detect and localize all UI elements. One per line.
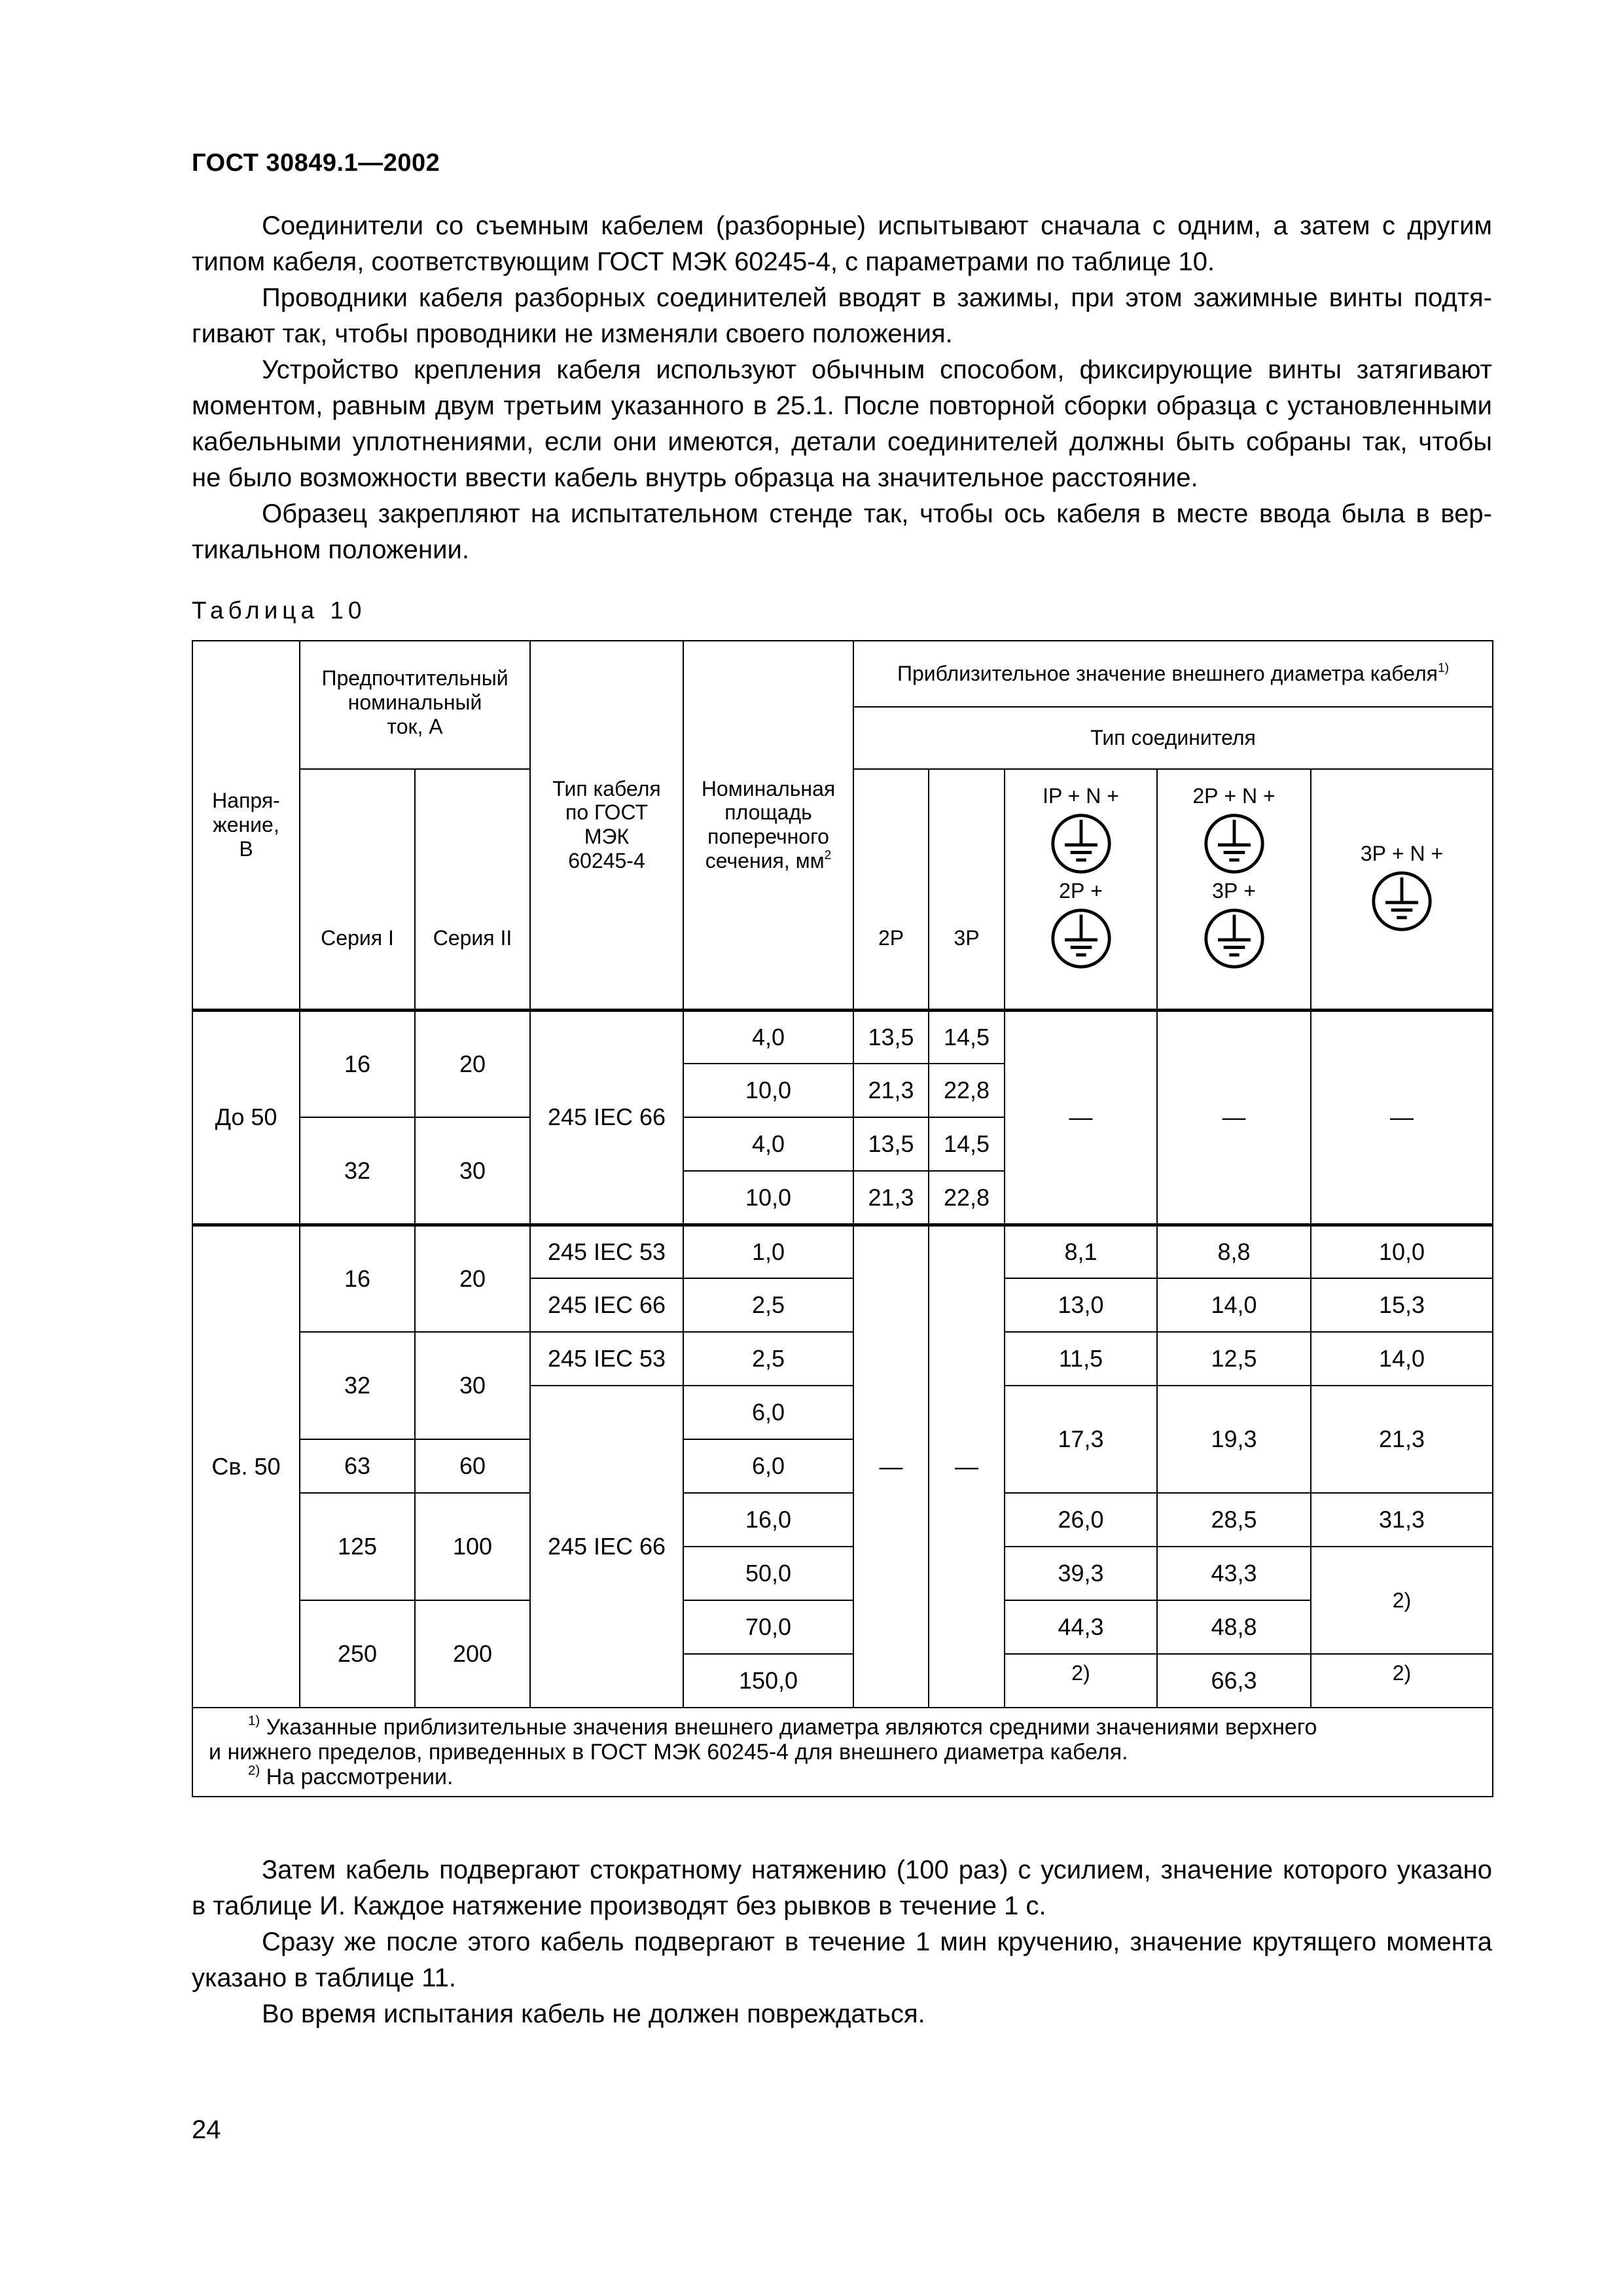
- paragraph-5: [192, 1852, 1492, 1924]
- header-area: [683, 641, 853, 1010]
- cell-dash: —: [1157, 1010, 1311, 1225]
- cell-diam-a: 26,0: [1005, 1493, 1157, 1547]
- cell-diam-c: 14,0: [1311, 1332, 1493, 1386]
- cell-3p: 14,5: [929, 1117, 1005, 1171]
- label-2p-plus: 2Р +: [1059, 878, 1103, 903]
- cell-diam-b: 48,8: [1157, 1600, 1311, 1654]
- cell-series-2: 30: [415, 1332, 530, 1439]
- cell-3p: 14,5: [929, 1010, 1005, 1064]
- cell-area: 4,0: [683, 1010, 853, 1064]
- note-1-line-2: и нижнего пределов, приведенных в ГОСТ МЭК 60245-4 для внешнего диаметра кабеля.: [209, 1740, 1128, 1765]
- cell-diam-a: 11,5: [1005, 1332, 1157, 1386]
- label-ipn: IP + N +: [1043, 784, 1119, 808]
- text-line: тикальном положении.: [192, 535, 469, 564]
- cell-series-1: 16: [300, 1010, 415, 1117]
- table-row: [192, 1332, 1493, 1386]
- page-number: 24: [192, 2115, 221, 2144]
- footnote-ref-1: 1): [1438, 661, 1450, 675]
- cell-series-1: 63: [300, 1439, 415, 1493]
- text-line: Устройство крепления кабеля используют обычным способом, фиксирующие винты затягивают: [262, 355, 1492, 384]
- cell-series-2: 20: [415, 1225, 530, 1332]
- text-line: Во время испытания кабель не должен повреждаться.: [262, 2000, 925, 2028]
- text-line: кабельными уплотнениями, если они имеются, детали соединителей должны быть собраны так, чтобы: [192, 427, 1492, 456]
- cell-diam-a: 44,3: [1005, 1600, 1157, 1654]
- cell-3p: 22,8: [929, 1064, 1005, 1117]
- cell-voltage: До 50: [192, 1010, 300, 1225]
- cell-series-2: 100: [415, 1493, 530, 1600]
- table-notes-row: [192, 1708, 1493, 1797]
- cell-footnote-2: 2): [1005, 1654, 1157, 1708]
- cell-diam-c: 10,0: [1311, 1225, 1493, 1278]
- cell-series-1: 16: [300, 1225, 415, 1332]
- cell-area: 2,5: [683, 1332, 853, 1386]
- cell-2p: 21,3: [853, 1171, 929, 1225]
- label-3pn: 3Р + N +: [1360, 841, 1444, 865]
- ground-symbol-icon: [1050, 907, 1113, 970]
- header-area-text: Номинальная площадь поперечного сечения, мм: [701, 776, 836, 873]
- text-line: Сразу же после этого кабель подвергают в течение 1 мин кручению, значение крутящего момента: [262, 1928, 1492, 1956]
- label-3p-plus: 3Р +: [1212, 878, 1256, 903]
- note-1-mark: 1): [248, 1713, 260, 1729]
- paragraph-4: [192, 496, 1492, 568]
- cell-diam-c: 15,3: [1311, 1278, 1493, 1332]
- cell-series-1: 32: [300, 1332, 415, 1439]
- header-voltage: Напря- жение, В: [192, 641, 300, 1010]
- text-line: Проводники кабеля разборных соединителей вводят в зажимы, при этом зажимные винты подтя-: [262, 283, 1492, 312]
- cell-series-2: 30: [415, 1117, 530, 1225]
- paragraph-6: [192, 1924, 1492, 1996]
- note-2-text: На рассмотрении.: [266, 1765, 454, 1790]
- table-caption: Таблица 10: [192, 597, 366, 624]
- document-header: ГОСТ 30849.1—2002: [192, 149, 440, 177]
- header-series-2: Серия II: [415, 769, 530, 1010]
- header-ipn-2p: [1005, 769, 1157, 1010]
- cell-diam-a: 39,3: [1005, 1547, 1157, 1600]
- cell-cable-type: 245 IEC 66: [530, 1010, 683, 1225]
- note-1-line-1: Указанные приблизительные значения внешнего диаметра являются средними значениями верхнего: [266, 1715, 1317, 1740]
- cell-diam-a: 8,1: [1005, 1225, 1157, 1278]
- cell-dash: —: [853, 1225, 929, 1708]
- table-10: [192, 640, 1493, 1797]
- cell-voltage: Св. 50: [192, 1225, 300, 1708]
- cell-2p: 13,5: [853, 1010, 929, 1064]
- note-1: [209, 1715, 1479, 1740]
- cell-area: 10,0: [683, 1171, 853, 1225]
- cell-cable-type: 245 IEC 53: [530, 1332, 683, 1386]
- cell-2p: 13,5: [853, 1117, 929, 1171]
- paragraph-2: [192, 280, 1492, 352]
- text-line: Соединители со съемным кабелем (разборные) испытывают сначала с одним, а затем с другим: [262, 211, 1492, 240]
- header-3p: 3Р: [929, 769, 1005, 1010]
- paragraph-7: [192, 1996, 1492, 2032]
- paragraph-3: [192, 352, 1492, 496]
- text-line: указано в таблице 11.: [192, 1964, 456, 1992]
- cell-diam-b: 66,3: [1157, 1654, 1311, 1708]
- cell-dash: —: [1005, 1010, 1157, 1225]
- cell-diam-c: 31,3: [1311, 1493, 1493, 1547]
- table-row: [192, 1010, 1493, 1064]
- cell-area: 70,0: [683, 1600, 853, 1654]
- note-2: [209, 1765, 1479, 1789]
- cell-area: 150,0: [683, 1654, 853, 1708]
- cell-area: 16,0: [683, 1493, 853, 1547]
- header-cable-type: Тип кабеля по ГОСТ МЭК 60245-4: [530, 641, 683, 1010]
- table-row: [192, 1493, 1493, 1547]
- cell-series-2: 60: [415, 1439, 530, 1493]
- cell-series-1: 125: [300, 1493, 415, 1600]
- cell-diam-b: 28,5: [1157, 1493, 1311, 1547]
- table-row: [192, 1225, 1493, 1278]
- cell-diam-b: 12,5: [1157, 1332, 1311, 1386]
- text-line: гивают так, чтобы проводники не изменяли своего положения.: [192, 319, 953, 348]
- header-3pn: [1311, 769, 1493, 1010]
- header-connector-type: Тип соединителя: [853, 707, 1493, 769]
- cell-diam-b: 8,8: [1157, 1225, 1311, 1278]
- cell-diam-a: 17,3: [1005, 1386, 1157, 1493]
- text-line: Образец закрепляют на испытательном стенде так, чтобы ось кабеля в месте ввода была в вер-: [262, 499, 1492, 528]
- header-2p: 2Р: [853, 769, 929, 1010]
- header-series-1: Серия I: [300, 769, 415, 1010]
- cell-diam-a: 13,0: [1005, 1278, 1157, 1332]
- cell-cable-type: 245 IEC 53: [530, 1225, 683, 1278]
- table-notes: [192, 1708, 1493, 1797]
- cell-series-1: 250: [300, 1600, 415, 1708]
- cell-area: 50,0: [683, 1547, 853, 1600]
- cell-dash: —: [1311, 1010, 1493, 1225]
- header-approx-diameter-text: Приблизительное значение внешнего диаметра кабеля: [897, 662, 1438, 686]
- cell-area: 4,0: [683, 1117, 853, 1171]
- table-row: [192, 1600, 1493, 1654]
- cell-diam-b: 43,3: [1157, 1547, 1311, 1600]
- cell-area: 2,5: [683, 1278, 853, 1332]
- cell-series-2: 200: [415, 1600, 530, 1708]
- cell-area: 10,0: [683, 1064, 853, 1117]
- cell-series-2: 20: [415, 1010, 530, 1117]
- cell-diam-b: 14,0: [1157, 1278, 1311, 1332]
- cell-footnote-2: 2): [1311, 1547, 1493, 1654]
- ground-symbol-icon: [1203, 907, 1266, 970]
- text-line: Затем кабель подвергают стократному натяжению (100 раз) с усилием, значение которого указано: [262, 1856, 1492, 1884]
- cell-area: 6,0: [683, 1386, 853, 1439]
- label-2pn: 2Р + N +: [1192, 784, 1275, 808]
- cell-dash: —: [929, 1225, 1005, 1708]
- cell-cable-type: 245 IEC 66: [530, 1278, 683, 1332]
- ground-symbol-icon: [1370, 870, 1433, 933]
- cell-diam-b: 19,3: [1157, 1386, 1311, 1493]
- cell-series-1: 32: [300, 1117, 415, 1225]
- cell-cable-type: 245 IEC 66: [530, 1386, 683, 1708]
- header-area-sup: 2: [824, 848, 832, 863]
- ground-symbol-icon: [1050, 812, 1113, 875]
- cell-diam-c: 21,3: [1311, 1386, 1493, 1493]
- cell-area: 6,0: [683, 1439, 853, 1493]
- header-2pn-3p: [1157, 769, 1311, 1010]
- text-line: моментом, равным двум третьим указанного в 25.1. После повторной сборки образца с установленными: [192, 391, 1492, 420]
- text-line: в таблице И. Каждое натяжение производят без рывков в течение 1 с.: [192, 1892, 1046, 1920]
- header-approx-diameter: [853, 641, 1493, 707]
- cell-3p: 22,8: [929, 1171, 1005, 1225]
- text-line: типом кабеля, соответствующим ГОСТ МЭК 60245-4, с параметрами по таблице 10.: [192, 247, 1215, 276]
- cell-footnote-2: 2): [1311, 1654, 1493, 1708]
- header-preferred-current: Предпочтительный номинальный ток, А: [300, 641, 530, 769]
- cell-2p: 21,3: [853, 1064, 929, 1117]
- cell-area: 1,0: [683, 1225, 853, 1278]
- note-2-mark: 2): [248, 1763, 260, 1778]
- paragraph-1: [192, 208, 1492, 280]
- ground-symbol-icon: [1203, 812, 1266, 875]
- text-line: не было возможности ввести кабель внутрь образца на значительное расстояние.: [192, 463, 1198, 492]
